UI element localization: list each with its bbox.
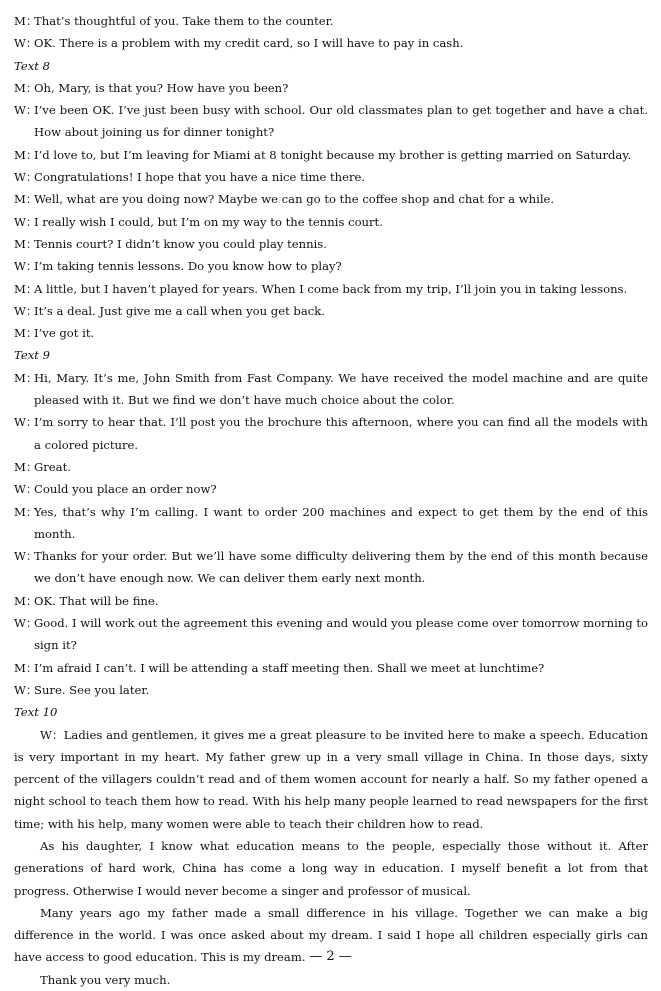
dialogue-text: Sure. See you later. <box>34 682 150 697</box>
dialogue-text: OK. That will be fine. <box>34 593 159 608</box>
speech-paragraph: As his daughter, I know what education means to the people, especially those without it. After generations of hard work, China has come a long way in education. I myself benefit a lot from that progress. Otherwise I would never become a singer and professor of musical. <box>14 838 648 898</box>
dialogue-line <box>14 612 648 657</box>
dialogue-text: Good. I will work out the agreement this evening and would you please come over tomorrow morning to sign it? <box>34 616 648 653</box>
dialogue-text: Tennis court? I didn’t know you could play tennis. <box>34 236 327 251</box>
dialogue-line <box>14 10 648 32</box>
dialogue-text: Well, what are you doing now? Maybe we can go to the coffee shop and chat for a while. <box>34 192 555 207</box>
dialogue-line <box>14 679 648 701</box>
dialogue-line <box>14 300 648 322</box>
dialogue-text: I really wish I could, but I’m on my way to the tennis court. <box>34 214 383 229</box>
dialogue-text: Yes, that’s why I’m calling. I want to order 200 machines and expect to get them by the end of this month. <box>34 504 648 541</box>
dialogue-text: Hi, Mary. It’s me, John Smith from Fast Company. We have received the model machine and are quite pleased with it. But we find we don’t have much choice about the color. <box>34 370 648 408</box>
dialogue-line <box>14 144 648 166</box>
dialogue-text: I’ve been OK. I’ve just been busy with school. Our old classmates plan to get together and have a chat. How about joining us for dinner tonight? <box>34 103 648 140</box>
speaker-label: M： <box>14 147 38 162</box>
speaker-label: W： <box>14 36 38 51</box>
speech-paragraph: Thank you very much. <box>40 972 171 987</box>
dialogue-text: That’s thoughtful of you. Take them to the counter. <box>34 14 334 28</box>
dialogue-text: Thanks for your order. But we’ll have some difficulty delivering them by the end of this month because we don’t have enough now. We can deliver them early next month. <box>34 549 648 586</box>
speaker-label: M： <box>14 370 38 385</box>
speaker-label: M： <box>14 660 38 675</box>
text9-heading: Text 9 <box>14 348 50 363</box>
speaker-label: M： <box>14 326 38 341</box>
speaker-label: W： <box>14 259 38 274</box>
dialogue-text: Congratulations! I hope that you have a nice time there. <box>34 170 366 185</box>
dialogue-text: I’m sorry to hear that. I’ll post you the brochure this afternoon, where you can find all the models with a colored picture. <box>34 415 648 452</box>
dialogue-line <box>14 99 648 144</box>
dialogue-text: It’s a deal. Just give me a call when you get back. <box>34 303 325 318</box>
dialogue-line <box>14 77 648 99</box>
dialogue-text: I’m taking tennis lessons. Do you know how to play? <box>34 259 342 274</box>
speaker-label: M： <box>14 14 38 28</box>
dialogue-line <box>14 166 648 188</box>
dialogue-text: Oh, Mary, is that you? How have you been? <box>34 80 289 95</box>
speaker-label: M： <box>14 504 38 519</box>
speech-paragraph: W：Ladies and gentlemen, it gives me a great pleasure to be invited here to make a speech. Education is very important in my heart. My father grew up in a very small village in China. In those days, sixty percent of the villagers couldn’t read and of them women account for nearly a half. So my father opened a night school to teach them how to read. With his help many people learned to read newspapers for the first time; with his help, many women were able to teach their children how to read. <box>14 727 648 831</box>
speaker-label: W： <box>14 616 38 631</box>
dialogue-line <box>14 255 648 277</box>
dialogue-text: I’d love to, but I’m leaving for Miami at 8 tonight because my brother is getting married on Saturday. <box>34 147 632 162</box>
speaker-label: W： <box>14 170 38 185</box>
speaker-label: W： <box>14 103 38 118</box>
dialogue-line <box>14 501 648 546</box>
dialogue-line <box>14 233 648 255</box>
dialogue-text: A little, but I haven’t played for years. When I come back from my trip, I’ll join you in taking lessons. <box>34 281 628 296</box>
speaker-label: M： <box>14 192 38 207</box>
dialogue-text: OK. There is a problem with my credit card, so I will have to pay in cash. <box>34 36 464 51</box>
speaker-label: W： <box>14 482 38 497</box>
dialogue-line <box>14 32 648 54</box>
speaker-label: W： <box>14 549 38 564</box>
dialogue-text: I’m afraid I can’t. I will be attending a staff meeting then. Shall we meet at lunchtime? <box>34 660 545 675</box>
dialogue-line <box>14 367 648 412</box>
page-number: — 2 — <box>309 949 352 964</box>
speaker-label: M： <box>14 236 38 251</box>
dialogue-text: Great. <box>34 459 71 474</box>
text10-heading: Text 10 <box>14 705 58 720</box>
speech-paragraph: Many years ago my father made a small difference in his village. Together we can make a big difference in the world. I was once asked about my dream. I said I hope all children especially girls can have access to good education. This is my dream. <box>14 905 648 965</box>
dialogue-text: I’ve got it. <box>34 326 95 341</box>
dialogue-line <box>14 188 648 210</box>
speaker-label: W： <box>14 682 38 697</box>
text8-heading: Text 8 <box>14 58 50 73</box>
dialogue-line <box>14 590 648 612</box>
speaker-label: W： <box>14 303 38 318</box>
dialogue-line <box>14 278 648 300</box>
dialogue-line <box>14 411 648 456</box>
dialogue-text: Could you place an order now? <box>34 482 217 497</box>
transcript-page <box>14 10 648 991</box>
dialogue-line <box>14 211 648 233</box>
dialogue-line <box>14 545 648 590</box>
speaker-label: W： <box>14 415 38 430</box>
dialogue-line <box>14 478 648 500</box>
speaker-label: M： <box>14 281 38 296</box>
speaker-label: M： <box>14 459 38 474</box>
speaker-label: W： <box>14 214 38 229</box>
dialogue-line <box>14 322 648 344</box>
speaker-label: M： <box>14 593 38 608</box>
dialogue-line <box>14 657 648 679</box>
dialogue-line <box>14 456 648 478</box>
speaker-label: M： <box>14 80 38 95</box>
